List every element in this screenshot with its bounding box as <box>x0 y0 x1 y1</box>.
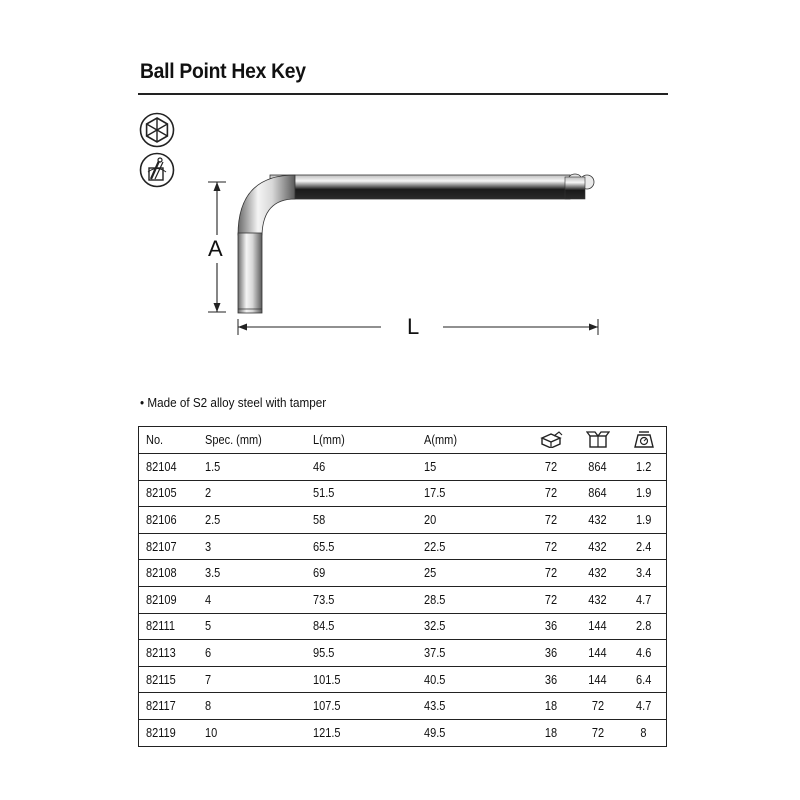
cell-spec: 5 <box>198 613 306 640</box>
cell-carton-qty: 432 <box>574 560 622 587</box>
cell-box-qty: 36 <box>528 666 574 693</box>
cell-a: 28.5 <box>417 586 528 613</box>
table-row <box>139 480 667 507</box>
cell-spec: 10 <box>198 719 306 746</box>
cell-no: 82109 <box>139 586 198 613</box>
cell-a: 49.5 <box>417 719 528 746</box>
cell-weight: 1.2 <box>622 454 667 481</box>
cell-l: 95.5 <box>306 640 417 667</box>
cell-carton-qty: 864 <box>574 454 622 481</box>
cell-spec: 3.5 <box>198 560 306 587</box>
spec-table <box>138 426 667 747</box>
cell-l: 101.5 <box>306 666 417 693</box>
dimension-l-label: L <box>407 314 420 339</box>
cell-box-qty: 72 <box>528 507 574 534</box>
cell-weight: 2.8 <box>622 613 667 640</box>
cell-l: 84.5 <box>306 613 417 640</box>
cell-l: 51.5 <box>306 480 417 507</box>
cell-no: 82113 <box>139 640 198 667</box>
cell-no: 82117 <box>139 693 198 720</box>
cell-weight: 1.9 <box>622 507 667 534</box>
cell-carton-qty: 72 <box>574 693 622 720</box>
cell-weight: 4.6 <box>622 640 667 667</box>
cell-weight: 6.4 <box>622 666 667 693</box>
cell-l: 121.5 <box>306 719 417 746</box>
cell-a: 32.5 <box>417 613 528 640</box>
cell-spec: 6 <box>198 640 306 667</box>
cell-carton-qty: 432 <box>574 533 622 560</box>
cell-a: 20 <box>417 507 528 534</box>
cell-spec: 3 <box>198 533 306 560</box>
cell-box-qty: 72 <box>528 454 574 481</box>
cell-box-qty: 36 <box>528 640 574 667</box>
cell-a: 37.5 <box>417 640 528 667</box>
cell-box-qty: 18 <box>528 719 574 746</box>
ball-angle-icon <box>139 152 175 188</box>
cell-no: 82111 <box>139 613 198 640</box>
cell-weight: 3.4 <box>622 560 667 587</box>
cell-carton-qty: 864 <box>574 480 622 507</box>
cell-box-qty: 18 <box>528 693 574 720</box>
cell-no: 82106 <box>139 507 198 534</box>
cell-carton-qty: 144 <box>574 666 622 693</box>
cell-box-qty: 72 <box>528 533 574 560</box>
table-row <box>139 454 667 481</box>
cell-box-qty: 36 <box>528 613 574 640</box>
dimension-a-label: A <box>208 236 223 261</box>
cell-spec: 8 <box>198 693 306 720</box>
cell-spec: 2 <box>198 480 306 507</box>
table-row <box>139 586 667 613</box>
cell-no: 82105 <box>139 480 198 507</box>
cell-a: 43.5 <box>417 693 528 720</box>
cell-l: 107.5 <box>306 693 417 720</box>
cell-weight: 2.4 <box>622 533 667 560</box>
cell-weight: 1.9 <box>622 480 667 507</box>
table-row <box>139 640 667 667</box>
cell-spec: 4 <box>198 586 306 613</box>
hex-key-diagram <box>195 165 615 345</box>
table-header-row <box>139 427 667 454</box>
cell-no: 82104 <box>139 454 198 481</box>
cell-l: 46 <box>306 454 417 481</box>
header-a: A(mm) <box>417 427 528 454</box>
cell-a: 40.5 <box>417 666 528 693</box>
table-row <box>139 693 667 720</box>
cell-no: 82119 <box>139 719 198 746</box>
cell-carton-qty: 72 <box>574 719 622 746</box>
table-row <box>139 507 667 534</box>
table-row <box>139 560 667 587</box>
cell-no: 82108 <box>139 560 198 587</box>
cell-a: 25 <box>417 560 528 587</box>
header-l: L(mm) <box>306 427 417 454</box>
cell-no: 82107 <box>139 533 198 560</box>
cell-a: 15 <box>417 454 528 481</box>
cell-weight: 4.7 <box>622 693 667 720</box>
cell-box-qty: 72 <box>528 560 574 587</box>
cell-l: 73.5 <box>306 586 417 613</box>
cell-carton-qty: 144 <box>574 640 622 667</box>
table-row <box>139 533 667 560</box>
cell-l: 65.5 <box>306 533 417 560</box>
cell-spec: 7 <box>198 666 306 693</box>
cell-weight: 8 <box>622 719 667 746</box>
cell-a: 17.5 <box>417 480 528 507</box>
cell-spec: 2.5 <box>198 507 306 534</box>
cell-spec: 1.5 <box>198 454 306 481</box>
cell-no: 82115 <box>139 666 198 693</box>
inner-box-icon <box>528 427 574 454</box>
cell-box-qty: 72 <box>528 586 574 613</box>
weight-scale-icon <box>622 427 667 454</box>
table-row <box>139 719 667 746</box>
cell-l: 58 <box>306 507 417 534</box>
cell-weight: 4.7 <box>622 586 667 613</box>
title-divider <box>138 93 668 95</box>
cell-carton-qty: 144 <box>574 613 622 640</box>
header-no: No. <box>139 427 198 454</box>
hex-socket-icon <box>139 112 175 148</box>
header-spec: Spec. (mm) <box>198 427 306 454</box>
carton-icon <box>574 427 622 454</box>
page-title: Ball Point Hex Key <box>140 60 306 83</box>
cell-carton-qty: 432 <box>574 507 622 534</box>
cell-carton-qty: 432 <box>574 586 622 613</box>
table-row <box>139 613 667 640</box>
cell-l: 69 <box>306 560 417 587</box>
cell-box-qty: 72 <box>528 480 574 507</box>
cell-a: 22.5 <box>417 533 528 560</box>
material-note: • Made of S2 alloy steel with tamper <box>140 395 327 410</box>
table-row <box>139 666 667 693</box>
